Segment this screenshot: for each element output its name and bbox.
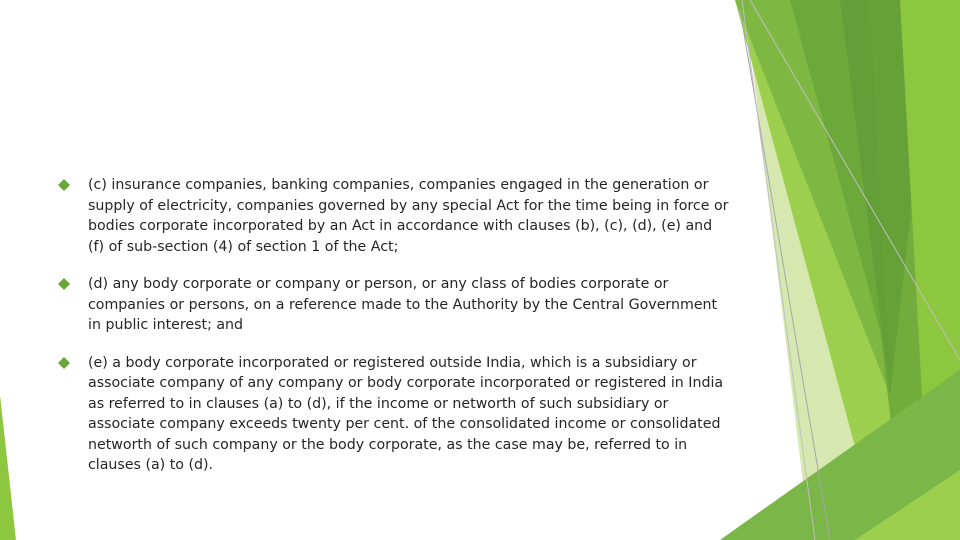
- bullet-item-c: [58, 175, 730, 257]
- left-corner-triangle: [0, 395, 16, 540]
- diamond-bullet-icon: [58, 357, 70, 369]
- diamond-bullet-icon: [58, 278, 70, 290]
- bullet-item-e: [58, 353, 730, 476]
- bullet-item-d: [58, 274, 730, 336]
- bullet-text: (c) insurance companies, banking companies, companies engaged in the generation or supply of electricity, companies governed by any special Act for the time being in force or bodies corporate incorporated by an Act in accordance with clauses (b), (c), (d), (e) and (f) of sub-section (4) of section 1 of the Act;: [88, 177, 729, 255]
- bullet-text: (e) a body corporate incorporated or registered outside India, which is a subsidiary or associate company of any company or body corporate incorporated or registered in India as referred to in clauses (a) to (d), if the income or networth of such subsidiary or associate company exceeds twenty per cent. of the consolidated income or consolidated networth of such company or the body corporate, as the case may be, referred to in clauses (a) to (d).: [88, 354, 724, 473]
- bullet-text: (d) any body corporate or company or person, or any class of bodies corporate or companies or persons, on a reference made to the Authority by the Central Government in public interest; and: [88, 276, 718, 333]
- bullet-list: [58, 175, 730, 493]
- diamond-bullet-icon: [58, 179, 70, 191]
